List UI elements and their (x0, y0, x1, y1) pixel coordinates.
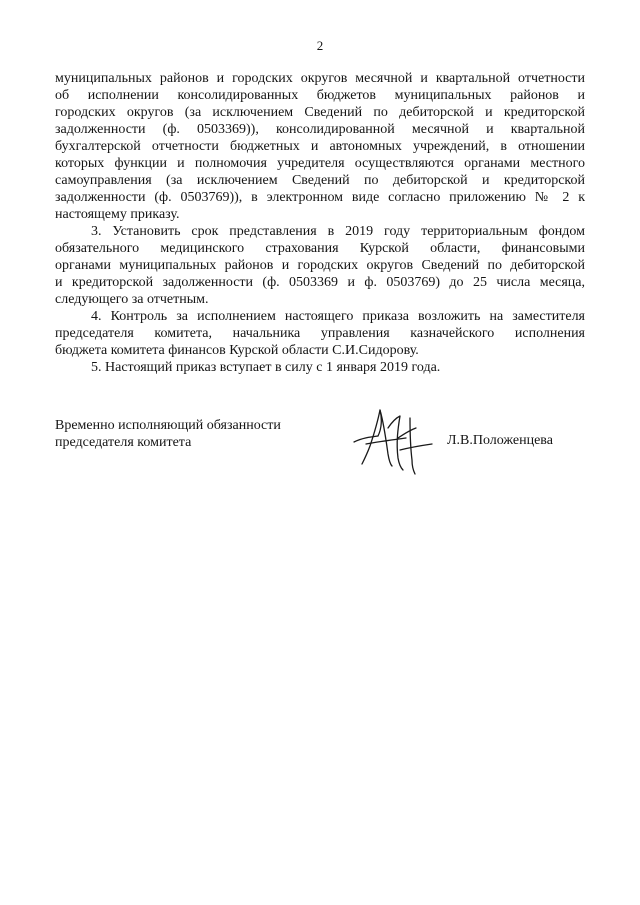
text-line: которых функции и полномочия учредителя осуществляются органами местного (55, 156, 585, 171)
text-line: задолженности (ф. 0503369)), консолидированной месячной и квартальной (55, 122, 585, 137)
page-number: 2 (316, 38, 324, 53)
signer-position-line: председателя комитета (55, 435, 192, 450)
text-line: задолженности (ф. 0503769)), в электронном виде согласно приложению № 2 к (55, 190, 585, 205)
paragraph-5 (55, 359, 585, 376)
text-line: обязательного медицинского страхования Курской области, финансовыми (55, 241, 585, 256)
handwritten-signature (352, 398, 434, 476)
paragraph-3 (55, 223, 585, 308)
text-line: городских округов (за исключением Сведений по дебиторской и кредиторской (55, 105, 585, 120)
text-line: бухгалтерской отчетности бюджетных и автономных учреждений, в отношении (55, 139, 585, 154)
text-line: 4. Контроль за исполнением настоящего приказа возложить на заместителя (91, 309, 585, 324)
text-line: муниципальных районов и городских округов месячной и квартальной отчетности (55, 71, 585, 86)
paragraph-4 (55, 308, 585, 359)
text-line: настоящему приказу. (55, 207, 180, 222)
text-line: бюджета комитета финансов Курской области С.И.Сидорову. (55, 343, 419, 358)
signer-name: Л.В.Положенцева (447, 433, 553, 448)
text-line: председателя комитета, начальника управления казначейского исполнения (55, 326, 585, 341)
document-body (55, 70, 585, 376)
text-line: самоуправления (за исключением Сведений по дебиторской и кредиторской (55, 173, 585, 188)
text-line: 5. Настоящий приказ вступает в силу с 1 января 2019 года. (91, 360, 441, 375)
paragraph-continuation (55, 70, 585, 223)
signer-position-line: Временно исполняющий обязанности (55, 418, 281, 433)
text-line: органами муниципальных районов и городских округов Сведений по дебиторской (55, 258, 585, 273)
signer-position (55, 417, 315, 451)
text-line: об исполнении консолидированных бюджетов муниципальных районов и (55, 88, 585, 103)
text-line: и кредиторской задолженности (ф. 0503369 и ф. 0503769) до 25 числа месяца, (55, 275, 585, 290)
text-line: 3. Установить срок представления в 2019 году территориальным фондом (91, 224, 585, 239)
text-line: следующего за отчетным. (55, 292, 209, 307)
